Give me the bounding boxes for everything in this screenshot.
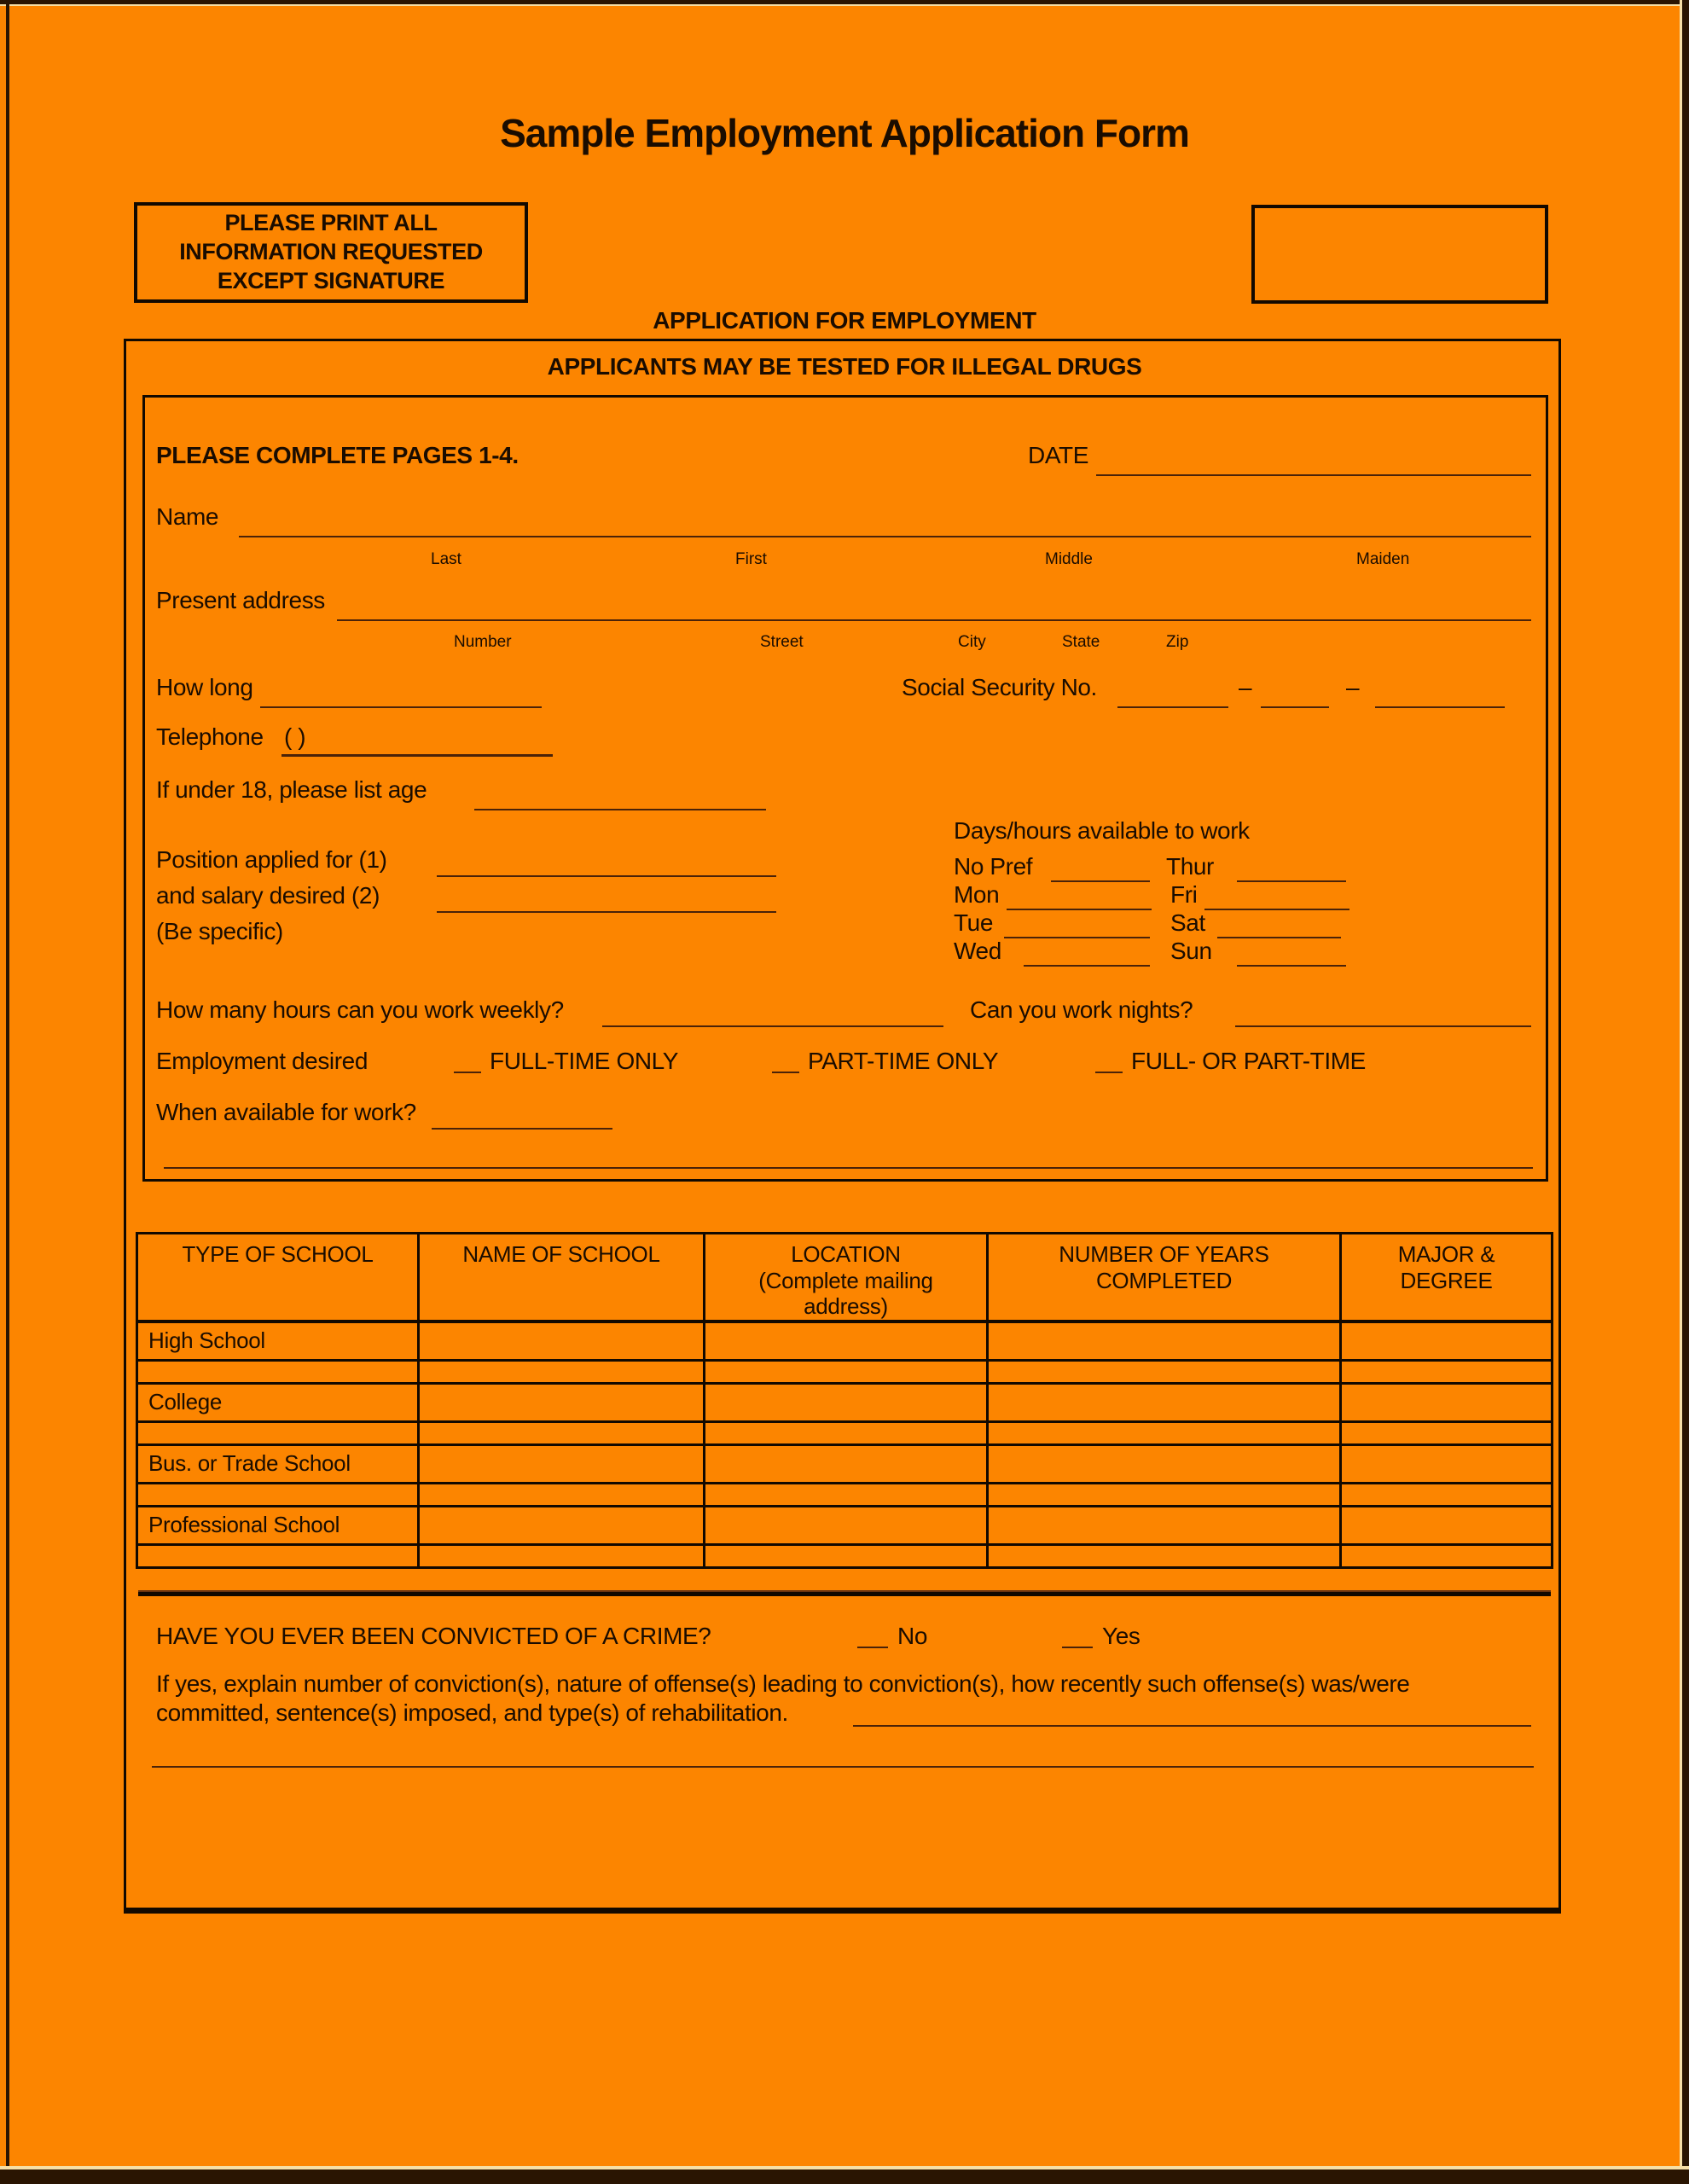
telephone-area-code-parens: ( ) (284, 723, 306, 750)
table-row-college (137, 1383, 1553, 1421)
present-address-label: Present address (156, 587, 325, 613)
row-label-cell (137, 1483, 419, 1506)
table-cell (419, 1383, 705, 1421)
print-notice-line1: PLEASE PRINT ALL (224, 210, 438, 236)
table-row-blank (137, 1544, 1553, 1567)
under-18-age-blank-line (474, 809, 766, 810)
conviction-no-check-blank (857, 1647, 888, 1648)
conviction-yes-label: Yes (1102, 1623, 1141, 1649)
how-long-label: How long (156, 674, 253, 700)
full-or-part-check-blank (1095, 1072, 1123, 1073)
row-label-cell (137, 1360, 419, 1383)
table-cell (419, 1360, 705, 1383)
conviction-question: HAVE YOU EVER BEEN CONVICTED OF A CRIME? (156, 1623, 711, 1649)
conviction-extra-blank-line (152, 1766, 1534, 1768)
page-edge-bottom (0, 2169, 1689, 2184)
ssn-label: Social Security No. (902, 674, 1097, 700)
table-cell (419, 1483, 705, 1506)
day-blank-tue (1004, 937, 1150, 938)
education-header-row (137, 1234, 1553, 1322)
position-blank-line (437, 875, 776, 877)
telephone-label: Telephone (156, 723, 264, 750)
table-row-blank (137, 1483, 1553, 1506)
row-label-cell (137, 1544, 419, 1567)
salary-blank-line (437, 911, 776, 913)
conviction-explain-line2: committed, sentence(s) imposed, and type(s) of rehabilitation. (156, 1699, 788, 1726)
table-cell (988, 1421, 1341, 1444)
how-long-blank-line (260, 706, 542, 708)
ssn-dash-2: – (1346, 674, 1360, 700)
telephone-blank-line (282, 754, 553, 757)
fulltime-check-blank (454, 1072, 481, 1073)
table-cell (419, 1544, 705, 1567)
col-header-line: MAJOR & (1397, 1241, 1495, 1267)
conviction-yes-check-blank (1062, 1647, 1093, 1648)
table-cell (419, 1444, 705, 1483)
date-label: DATE (1028, 442, 1088, 468)
print-notice-box (134, 202, 528, 303)
when-available-label: When available for work? (156, 1099, 416, 1125)
table-cell (988, 1383, 1341, 1421)
col-header-line: NAME OF SCHOOL (462, 1241, 660, 1267)
col-header-location (705, 1234, 988, 1322)
under-18-age-label: If under 18, please list age (156, 776, 427, 803)
row-label-cell: High School (137, 1321, 419, 1360)
table-cell (1341, 1321, 1553, 1360)
table-cell (705, 1506, 988, 1544)
col-header-line: COMPLETED (1095, 1267, 1233, 1293)
table-cell (1341, 1544, 1553, 1567)
address-sublabel-number: Number (454, 633, 512, 651)
table-cell (988, 1544, 1341, 1567)
day-blank-sun (1237, 965, 1346, 967)
day-label-sat: Sat (1170, 909, 1205, 936)
table-cell (419, 1321, 705, 1360)
name-sublabel-first: First (735, 550, 767, 568)
row-label-cell (137, 1421, 419, 1444)
table-cell (1341, 1360, 1553, 1383)
office-use-stamp-box (1251, 205, 1548, 304)
employment-desired-label: Employment desired (156, 1048, 369, 1074)
col-header-line: LOCATION (791, 1241, 901, 1267)
col-header-line: DEGREE (1400, 1267, 1493, 1293)
ssn-blank-3 (1375, 706, 1505, 708)
day-label-mon: Mon (954, 881, 1000, 908)
day-blank-thur (1237, 880, 1346, 882)
day-blank-sat (1217, 937, 1341, 938)
name-blank-line (239, 536, 1531, 537)
ssn-dash-1: – (1239, 674, 1252, 700)
table-cell (988, 1483, 1341, 1506)
option-full-or-part-time: FULL- OR PART-TIME (1131, 1048, 1366, 1074)
row-label-cell: Professional School (137, 1506, 419, 1544)
table-row-professional-school (137, 1506, 1553, 1544)
col-header-line: address) (804, 1293, 888, 1320)
table-cell (988, 1360, 1341, 1383)
table-cell (705, 1444, 988, 1483)
address-sublabel-city: City (958, 633, 986, 651)
table-row-blank (137, 1421, 1553, 1444)
parttime-check-blank (772, 1072, 799, 1073)
work-nights-label: Can you work nights? (970, 996, 1193, 1023)
day-blank-wed (1024, 965, 1150, 967)
work-nights-blank-line (1235, 1025, 1531, 1027)
date-blank-line (1096, 474, 1531, 476)
table-cell (988, 1321, 1341, 1360)
salary-desired-label: and salary desired (2) (156, 882, 380, 909)
day-label-nopref: No Pref (954, 853, 1033, 880)
day-label-tue: Tue (954, 909, 994, 936)
address-sublabel-state: State (1062, 633, 1100, 651)
day-blank-nopref (1051, 880, 1150, 882)
name-sublabel-last: Last (431, 550, 461, 568)
day-label-wed: Wed (954, 938, 1001, 964)
table-cell (419, 1421, 705, 1444)
ssn-blank-1 (1117, 706, 1228, 708)
table-cell (1341, 1383, 1553, 1421)
conviction-no-label: No (897, 1623, 927, 1649)
table-cell (1341, 1483, 1553, 1506)
table-row-high-school (137, 1321, 1553, 1360)
row-label-cell: College (137, 1383, 419, 1421)
day-label-fri: Fri (1170, 881, 1198, 908)
table-cell (705, 1544, 988, 1567)
hours-weekly-label: How many hours can you work weekly? (156, 996, 564, 1023)
col-header-name-of-school (419, 1234, 705, 1322)
personal-section-blank-line (164, 1167, 1533, 1169)
table-cell (705, 1321, 988, 1360)
col-header-years-completed (988, 1234, 1341, 1322)
days-hours-header: Days/hours available to work (954, 817, 1250, 844)
name-sublabel-maiden: Maiden (1356, 550, 1410, 568)
page-title: Sample Employment Application Form (500, 111, 1189, 155)
page-edge-top-highlight (0, 4, 1689, 6)
table-cell (705, 1360, 988, 1383)
position-applied-label: Position applied for (1) (156, 846, 387, 873)
name-label: Name (156, 503, 219, 530)
name-sublabel-middle: Middle (1045, 550, 1093, 568)
be-specific-label: (Be specific) (156, 918, 283, 944)
day-blank-mon (1007, 909, 1152, 910)
table-cell (1341, 1421, 1553, 1444)
address-sublabel-zip: Zip (1166, 633, 1189, 651)
hours-weekly-blank-line (602, 1025, 943, 1027)
table-cell (1341, 1444, 1553, 1483)
table-cell (419, 1506, 705, 1544)
education-table (136, 1232, 1553, 1569)
table-cell (705, 1421, 988, 1444)
table-cell (705, 1483, 988, 1506)
col-header-major-degree (1341, 1234, 1553, 1322)
address-blank-line (337, 619, 1531, 621)
ssn-blank-2 (1261, 706, 1329, 708)
when-available-blank-line (432, 1128, 612, 1130)
conviction-explain-line1: If yes, explain number of conviction(s), nature of offense(s) leading to conviction(s), how recently such offense(s) was/were (156, 1670, 1410, 1697)
table-cell (988, 1444, 1341, 1483)
print-notice-line2: INFORMATION REQUESTED (179, 239, 483, 265)
option-full-time-only: FULL-TIME ONLY (490, 1048, 679, 1074)
address-sublabel-street: Street (760, 633, 804, 651)
day-label-sun: Sun (1170, 938, 1212, 964)
print-notice-line3: EXCEPT SIGNATURE (217, 267, 445, 293)
complete-pages-label: PLEASE COMPLETE PAGES 1-4. (156, 442, 519, 468)
day-blank-fri (1204, 909, 1349, 910)
table-row-trade-school (137, 1444, 1553, 1483)
table-cell (705, 1383, 988, 1421)
drug-testing-notice: APPLICANTS MAY BE TESTED FOR ILLEGAL DRUGS (547, 353, 1142, 380)
option-part-time-only: PART-TIME ONLY (808, 1048, 999, 1074)
section-divider-rule (138, 1590, 1551, 1596)
day-label-thur: Thur (1166, 853, 1214, 880)
table-row-blank (137, 1360, 1553, 1383)
col-header-line: (Complete mailing (758, 1267, 933, 1293)
application-for-employment-heading: APPLICATION FOR EMPLOYMENT (653, 307, 1036, 334)
col-header-type-of-school (137, 1234, 419, 1322)
col-header-line: TYPE OF SCHOOL (182, 1241, 374, 1267)
row-label-cell: Bus. or Trade School (137, 1444, 419, 1483)
col-header-line: NUMBER OF YEARS (1059, 1241, 1269, 1267)
conviction-explain-blank-line (853, 1725, 1531, 1727)
table-cell (1341, 1506, 1553, 1544)
table-cell (988, 1506, 1341, 1544)
